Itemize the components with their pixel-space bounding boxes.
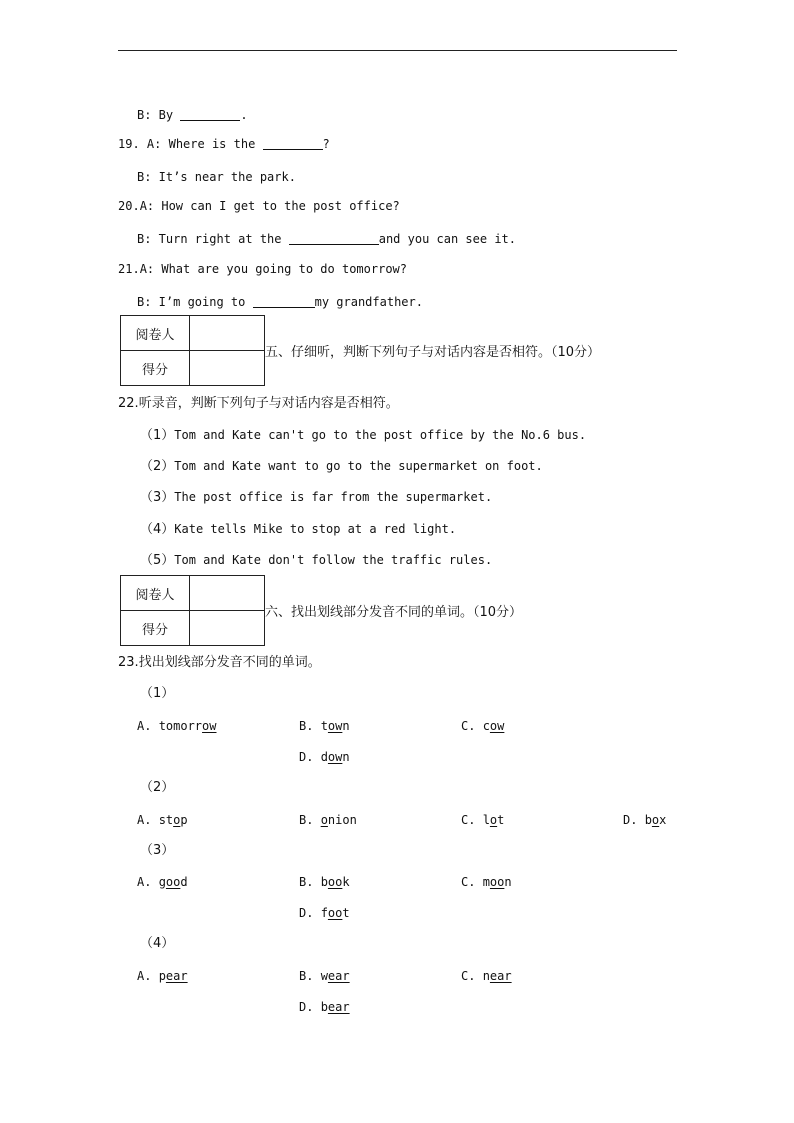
option-word-underlined: o [173,813,181,827]
option-word-pre: g [158,875,166,889]
q23-option[interactable] [137,812,188,828]
option-word-post: n [342,750,350,764]
option-word-post: n [504,875,512,889]
q23-option[interactable] [461,718,504,734]
q22-item-num: （5） [140,553,175,568]
q21-answer-prefix: B: I’m going to [137,295,246,309]
q22-item-text: Tom and Kate can't go to the post office by the No.6 bus. [174,428,587,442]
q23-option[interactable] [299,718,350,734]
q23-option[interactable] [137,718,217,734]
option-word-pre: b [644,813,652,827]
q22-item-text: Tom and Kate want to go to the supermarket on foot. [174,459,543,473]
q22-item [140,521,456,538]
q18-answer-line [137,107,248,123]
option-letter: B. [299,875,314,889]
q19-answer: B: It’s near the park. [137,170,296,184]
q22-item-text: Kate tells Mike to stop at a red light. [174,522,457,536]
q21-answer-suffix: my grandfather. [314,295,423,309]
option-word-pre: l [482,813,490,827]
q23-option[interactable] [461,968,512,984]
q20-question-line [118,198,400,214]
option-word-underlined: ear [327,969,350,983]
section6-score-label: 得分 [121,611,190,646]
q23-group-label: （1） [140,686,175,701]
section5-title: 五、仔细听，判断下列句子与对话内容是否相符。（10分） [265,345,601,360]
option-word-pre: c [482,719,490,733]
option-letter: D. [299,906,314,920]
option-word-underlined: oo [489,875,505,889]
option-word-pre: p [158,969,166,983]
q22-item [140,489,492,506]
option-letter: C. [461,875,476,889]
q20-question: A: How can I get to the post office? [139,199,400,213]
option-word-underlined: oo [327,875,343,889]
q19-question-prefix: A: Where is the [146,137,256,151]
option-word-post: k [342,875,350,889]
option-letter: B. [299,969,314,983]
option-word-pre: st [158,813,174,827]
section6-score-table [120,575,265,646]
option-letter: D. [299,750,314,764]
q22-item-text: Tom and Kate don't follow the traffic rules. [174,553,493,567]
section5-grader-label: 阅卷人 [121,316,190,351]
q23-group-label: （3） [140,843,175,858]
q23-instruction-line [118,655,321,671]
q22-instruction-line [118,396,399,412]
option-word-pre: d [320,750,328,764]
q20-blank[interactable] [289,232,379,245]
q20-number: 20. [118,199,140,213]
q19-question-line [118,136,330,152]
q18-answer-suffix: . [240,108,248,122]
q23-option[interactable] [461,812,504,828]
option-letter: A. [137,875,152,889]
q23-option[interactable] [299,874,350,890]
q22-item-num: （1） [140,428,175,443]
q23-number: 23. [118,655,139,670]
q23-option[interactable] [623,812,666,828]
option-word-post: t [497,813,505,827]
q23-option[interactable] [299,999,350,1015]
q20-answer-line [137,231,516,247]
option-word-underlined: ow [327,719,343,733]
option-word-pre: t [320,719,328,733]
section5-score-table [120,315,265,386]
q23-option[interactable] [299,968,350,984]
section5-grader-cell[interactable] [190,316,265,351]
option-letter: A. [137,813,152,827]
q22-item-num: （2） [140,459,175,474]
option-word-underlined: o [489,813,498,827]
q23-option[interactable] [299,812,357,828]
q22-item-num: （3） [140,490,175,505]
option-word-pre: b [320,875,328,889]
option-word-pre: w [320,969,328,983]
option-word-underlined: oo [165,875,181,889]
q23-group-label: （4） [140,936,175,951]
option-word-pre: tomorr [158,719,203,733]
q21-question-line [118,261,407,277]
q20-answer-suffix: and you can see it. [378,232,517,246]
option-letter: C. [461,719,476,733]
q21-question: A: What are you going to do tomorrow? [139,262,407,276]
q20-answer-prefix: B: Turn right at the [137,232,282,246]
section6-score-cell[interactable] [190,611,265,646]
option-letter: B. [299,719,314,733]
option-word-post: nion [327,813,357,827]
option-word-underlined: ow [202,719,217,733]
q18-answer-blank[interactable] [180,108,240,121]
q23-option[interactable] [461,874,512,890]
q22-number: 22. [118,396,139,411]
option-word-underlined: ear [165,969,188,983]
option-letter: B. [299,813,314,827]
option-word-post: t [342,906,350,920]
option-letter: A. [137,719,152,733]
section6-grader-label: 阅卷人 [121,576,190,611]
header-rule [118,50,677,51]
option-letter: D. [299,1000,314,1014]
option-word-underlined: ow [489,719,505,733]
option-letter: A. [137,969,152,983]
q22-instruction: 听录音，判断下列句子与对话内容是否相符。 [138,396,399,411]
option-word-underlined: ow [327,750,343,764]
option-word-pre: f [320,906,328,920]
q18-answer-prefix: B: By [137,108,174,122]
q22-item [140,458,543,475]
q21-number: 21. [118,262,140,276]
section6-title: 六、找出划线部分发音不同的单词。（10分） [265,605,523,620]
q23-option[interactable] [137,968,188,984]
option-word-post: x [659,813,667,827]
section5-score-cell[interactable] [190,351,265,386]
option-letter: C. [461,813,476,827]
option-word-underlined: oo [327,906,343,920]
option-word-underlined: ear [327,1000,350,1014]
option-word-pre: b [320,1000,328,1014]
q22-item-text: The post office is far from the supermarket. [174,490,493,504]
q21-blank[interactable] [253,295,315,308]
option-word-underlined: o [320,813,328,827]
option-letter: C. [461,969,476,983]
q23-option[interactable] [299,749,350,765]
q22-item [140,427,586,444]
option-word-post: n [342,719,350,733]
q23-instruction: 找出划线部分发音不同的单词。 [138,655,321,670]
q23-group-label: （2） [140,780,175,795]
q23-option[interactable] [137,874,188,890]
q19-number: 19. [118,137,140,151]
option-word-underlined: o [651,813,660,827]
q23-option[interactable] [299,905,350,921]
q22-item-num: （4） [140,522,175,537]
option-letter: D. [623,813,638,827]
q19-question-suffix: ? [322,137,330,151]
section6-grader-cell[interactable] [190,576,265,611]
q19-blank[interactable] [263,137,323,150]
q22-item [140,552,492,569]
option-word-pre: m [482,875,490,889]
section5-score-label: 得分 [121,351,190,386]
option-word-pre: n [482,969,490,983]
option-word-underlined: ear [489,969,512,983]
option-word-post: d [180,875,188,889]
option-word-post: p [180,813,188,827]
q21-answer-line [137,294,423,310]
